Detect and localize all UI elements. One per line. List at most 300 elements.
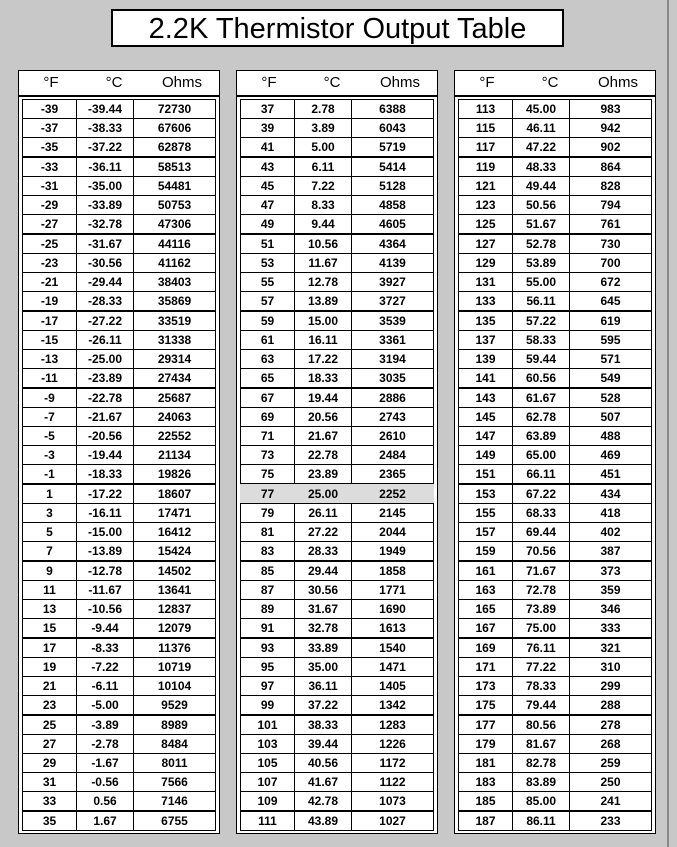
fahrenheit-cell: 83 xyxy=(240,541,295,561)
ohms-cell: 1122 xyxy=(351,772,434,792)
ohms-cell: 8484 xyxy=(133,734,216,754)
celsius-cell: 50.56 xyxy=(512,195,570,215)
fahrenheit-cell: 171 xyxy=(458,657,513,677)
table-row xyxy=(458,349,652,368)
thermistor-table-2 xyxy=(236,70,438,834)
header-fahrenheit: °F xyxy=(261,74,277,91)
celsius-cell: 82.78 xyxy=(512,753,570,773)
table-body xyxy=(19,97,219,833)
celsius-cell: 45.00 xyxy=(512,99,570,119)
table-row xyxy=(22,195,216,214)
ohms-cell: 10719 xyxy=(133,657,216,677)
table-row xyxy=(458,791,652,810)
fahrenheit-cell: 71 xyxy=(240,426,295,446)
table-row xyxy=(22,638,216,657)
ohms-cell: 8011 xyxy=(133,753,216,773)
fahrenheit-cell: 13 xyxy=(22,599,77,619)
table-row xyxy=(240,253,434,272)
ohms-cell: 1771 xyxy=(351,580,434,600)
header-celsius: °C xyxy=(541,74,559,91)
ohms-cell: 2743 xyxy=(351,407,434,427)
table-row xyxy=(240,676,434,695)
fahrenheit-cell: 81 xyxy=(240,522,295,542)
fahrenheit-cell: 31 xyxy=(22,772,77,792)
table-row xyxy=(458,695,652,714)
ohms-cell: 38403 xyxy=(133,272,216,292)
fahrenheit-cell: 15 xyxy=(22,618,77,638)
ohms-cell: 5128 xyxy=(351,176,434,196)
table-row xyxy=(22,541,216,560)
celsius-cell: 77.22 xyxy=(512,657,570,677)
celsius-cell: 33.89 xyxy=(294,638,352,658)
ohms-cell: 268 xyxy=(569,734,652,754)
ohms-cell: 451 xyxy=(569,464,652,484)
celsius-cell: -37.22 xyxy=(76,137,134,157)
ohms-cell: 5719 xyxy=(351,137,434,157)
table-row xyxy=(22,272,216,291)
celsius-cell: 51.67 xyxy=(512,214,570,234)
ohms-cell: 310 xyxy=(569,657,652,677)
celsius-cell: 73.89 xyxy=(512,599,570,619)
fahrenheit-cell: 101 xyxy=(240,715,295,735)
table-row xyxy=(22,291,216,310)
celsius-cell: 29.44 xyxy=(294,561,352,581)
fahrenheit-cell: -27 xyxy=(22,214,77,234)
table-row xyxy=(458,214,652,233)
fahrenheit-cell: 65 xyxy=(240,368,295,388)
fahrenheit-cell: 1 xyxy=(22,484,77,504)
fahrenheit-cell: -29 xyxy=(22,195,77,215)
table-row xyxy=(458,715,652,734)
ohms-cell: 700 xyxy=(569,253,652,273)
celsius-cell: -17.22 xyxy=(76,484,134,504)
ohms-cell: 761 xyxy=(569,214,652,234)
ohms-cell: 14502 xyxy=(133,561,216,581)
celsius-cell: -27.22 xyxy=(76,311,134,331)
fahrenheit-cell: 33 xyxy=(22,791,77,811)
fahrenheit-cell: 173 xyxy=(458,676,513,696)
fahrenheit-cell: -33 xyxy=(22,157,77,177)
ohms-cell: 1613 xyxy=(351,618,434,638)
table-row xyxy=(240,176,434,195)
ohms-cell: 21134 xyxy=(133,445,216,465)
table-header xyxy=(19,71,219,97)
fahrenheit-cell: -11 xyxy=(22,368,77,388)
ohms-cell: 9529 xyxy=(133,695,216,715)
ohms-cell: 1342 xyxy=(351,695,434,715)
table-row xyxy=(22,407,216,426)
fahrenheit-cell: 159 xyxy=(458,541,513,561)
ohms-cell: 672 xyxy=(569,272,652,292)
fahrenheit-cell: 151 xyxy=(458,464,513,484)
table-row xyxy=(240,715,434,734)
fahrenheit-cell: 87 xyxy=(240,580,295,600)
fahrenheit-cell: 155 xyxy=(458,503,513,523)
celsius-cell: 79.44 xyxy=(512,695,570,715)
table-row xyxy=(240,291,434,310)
ohms-cell: 2252 xyxy=(351,484,434,504)
fahrenheit-cell: 61 xyxy=(240,330,295,350)
celsius-cell: -31.67 xyxy=(76,234,134,254)
table-row xyxy=(22,426,216,445)
celsius-cell: 58.33 xyxy=(512,330,570,350)
celsius-cell: -32.78 xyxy=(76,214,134,234)
fahrenheit-cell: 21 xyxy=(22,676,77,696)
celsius-cell: 13.89 xyxy=(294,291,352,311)
ohms-cell: 942 xyxy=(569,118,652,138)
celsius-cell: 20.56 xyxy=(294,407,352,427)
fahrenheit-cell: 7 xyxy=(22,541,77,561)
ohms-cell: 25687 xyxy=(133,388,216,408)
table-row xyxy=(240,445,434,464)
ohms-cell: 333 xyxy=(569,618,652,638)
ohms-cell: 288 xyxy=(569,695,652,715)
celsius-cell: 57.22 xyxy=(512,311,570,331)
ohms-cell: 250 xyxy=(569,772,652,792)
ohms-cell: 6043 xyxy=(351,118,434,138)
fahrenheit-cell: 115 xyxy=(458,118,513,138)
fahrenheit-cell: 77 xyxy=(240,484,295,504)
table-row xyxy=(240,753,434,772)
fahrenheit-cell: -9 xyxy=(22,388,77,408)
table-row xyxy=(240,657,434,676)
celsius-cell: 1.67 xyxy=(76,811,134,831)
ohms-cell: 4605 xyxy=(351,214,434,234)
fahrenheit-cell: 99 xyxy=(240,695,295,715)
fahrenheit-cell: 41 xyxy=(240,137,295,157)
celsius-cell: 86.11 xyxy=(512,811,570,831)
ohms-cell: 983 xyxy=(569,99,652,119)
fahrenheit-cell: 51 xyxy=(240,234,295,254)
header-ohms: Ohms xyxy=(161,74,202,91)
celsius-cell: 6.11 xyxy=(294,157,352,177)
ohms-cell: 507 xyxy=(569,407,652,427)
table-row xyxy=(22,734,216,753)
table-row xyxy=(458,272,652,291)
celsius-cell: -30.56 xyxy=(76,253,134,273)
fahrenheit-cell: 163 xyxy=(458,580,513,600)
ohms-cell: 1858 xyxy=(351,561,434,581)
table-row xyxy=(22,253,216,272)
fahrenheit-cell: -5 xyxy=(22,426,77,446)
ohms-cell: 864 xyxy=(569,157,652,177)
ohms-cell: 2610 xyxy=(351,426,434,446)
ohms-cell: 8989 xyxy=(133,715,216,735)
ohms-cell: 1540 xyxy=(351,638,434,658)
celsius-cell: -22.78 xyxy=(76,388,134,408)
table-row xyxy=(240,522,434,541)
fahrenheit-cell: 177 xyxy=(458,715,513,735)
fahrenheit-cell: 45 xyxy=(240,176,295,196)
table-row xyxy=(240,599,434,618)
ohms-cell: 902 xyxy=(569,137,652,157)
celsius-cell: -38.33 xyxy=(76,118,134,138)
ohms-cell: 11376 xyxy=(133,638,216,658)
table-row xyxy=(240,349,434,368)
header-ohms: Ohms xyxy=(379,74,420,91)
table-row xyxy=(240,272,434,291)
table-row xyxy=(240,503,434,522)
ohms-cell: 18607 xyxy=(133,484,216,504)
table-row xyxy=(458,137,652,156)
celsius-cell: -39.44 xyxy=(76,99,134,119)
table-row xyxy=(240,811,434,830)
fahrenheit-cell: 117 xyxy=(458,137,513,157)
ohms-cell: 619 xyxy=(569,311,652,331)
celsius-cell: 21.67 xyxy=(294,426,352,446)
table-row xyxy=(240,157,434,176)
ohms-cell: 72730 xyxy=(133,99,216,119)
celsius-cell: 32.78 xyxy=(294,618,352,638)
ohms-cell: 12079 xyxy=(133,618,216,638)
ohms-cell: 645 xyxy=(569,291,652,311)
fahrenheit-cell: 125 xyxy=(458,214,513,234)
ohms-cell: 1283 xyxy=(351,715,434,735)
table-row xyxy=(458,618,652,637)
ohms-cell: 5414 xyxy=(351,157,434,177)
fahrenheit-cell: 165 xyxy=(458,599,513,619)
table-row xyxy=(240,195,434,214)
table-row xyxy=(22,695,216,714)
ohms-cell: 17471 xyxy=(133,503,216,523)
ohms-cell: 1949 xyxy=(351,541,434,561)
celsius-cell: 25.00 xyxy=(294,484,352,504)
table-row xyxy=(458,522,652,541)
celsius-cell: -29.44 xyxy=(76,272,134,292)
ohms-cell: 3194 xyxy=(351,349,434,369)
fahrenheit-cell: 137 xyxy=(458,330,513,350)
celsius-cell: 53.89 xyxy=(512,253,570,273)
fahrenheit-cell: 67 xyxy=(240,388,295,408)
celsius-cell: 0.56 xyxy=(76,791,134,811)
fahrenheit-cell: 69 xyxy=(240,407,295,427)
fahrenheit-cell: 73 xyxy=(240,445,295,465)
ohms-cell: 2484 xyxy=(351,445,434,465)
table-row xyxy=(22,811,216,830)
fahrenheit-cell: 11 xyxy=(22,580,77,600)
header-celsius: °C xyxy=(323,74,341,91)
celsius-cell: 46.11 xyxy=(512,118,570,138)
table-row xyxy=(458,638,652,657)
celsius-cell: 10.56 xyxy=(294,234,352,254)
table-row xyxy=(240,214,434,233)
celsius-cell: 71.67 xyxy=(512,561,570,581)
table-header xyxy=(455,71,655,97)
table-row xyxy=(22,503,216,522)
fahrenheit-cell: 5 xyxy=(22,522,77,542)
celsius-cell: 47.22 xyxy=(512,137,570,157)
ohms-cell: 2145 xyxy=(351,503,434,523)
fahrenheit-cell: -19 xyxy=(22,291,77,311)
fahrenheit-cell: -37 xyxy=(22,118,77,138)
celsius-cell: 63.89 xyxy=(512,426,570,446)
table-row xyxy=(458,99,652,118)
fahrenheit-cell: 47 xyxy=(240,195,295,215)
table-row xyxy=(240,407,434,426)
table-row xyxy=(240,118,434,137)
table-row xyxy=(458,734,652,753)
table-row xyxy=(22,234,216,253)
celsius-cell: -18.33 xyxy=(76,464,134,484)
ohms-cell: 434 xyxy=(569,484,652,504)
ohms-cell: 730 xyxy=(569,234,652,254)
table-row xyxy=(240,234,434,253)
celsius-cell: -16.11 xyxy=(76,503,134,523)
table-body xyxy=(455,97,655,833)
table-row xyxy=(22,176,216,195)
ohms-cell: 12837 xyxy=(133,599,216,619)
table-row xyxy=(458,445,652,464)
ohms-cell: 241 xyxy=(569,791,652,811)
celsius-cell: -25.00 xyxy=(76,349,134,369)
ohms-cell: 528 xyxy=(569,388,652,408)
fahrenheit-cell: 79 xyxy=(240,503,295,523)
ohms-cell: 2044 xyxy=(351,522,434,542)
celsius-cell: 27.22 xyxy=(294,522,352,542)
table-row xyxy=(240,426,434,445)
table-row xyxy=(458,368,652,387)
celsius-cell: -5.00 xyxy=(76,695,134,715)
celsius-cell: 37.22 xyxy=(294,695,352,715)
table-row xyxy=(22,445,216,464)
ohms-cell: 33519 xyxy=(133,311,216,331)
celsius-cell: 72.78 xyxy=(512,580,570,600)
table-row xyxy=(22,330,216,349)
ohms-cell: 15424 xyxy=(133,541,216,561)
table-row xyxy=(22,368,216,387)
celsius-cell: -0.56 xyxy=(76,772,134,792)
celsius-cell: -2.78 xyxy=(76,734,134,754)
celsius-cell: 69.44 xyxy=(512,522,570,542)
table-row xyxy=(240,618,434,637)
celsius-cell: 15.00 xyxy=(294,311,352,331)
ohms-cell: 27434 xyxy=(133,368,216,388)
fahrenheit-cell: 181 xyxy=(458,753,513,773)
fahrenheit-cell: 91 xyxy=(240,618,295,638)
celsius-cell: 52.78 xyxy=(512,234,570,254)
celsius-cell: 28.33 xyxy=(294,541,352,561)
ohms-cell: 3927 xyxy=(351,272,434,292)
table-row xyxy=(458,484,652,503)
fahrenheit-cell: -1 xyxy=(22,464,77,484)
table-row xyxy=(22,676,216,695)
celsius-cell: -9.44 xyxy=(76,618,134,638)
celsius-cell: -28.33 xyxy=(76,291,134,311)
celsius-cell: -23.89 xyxy=(76,368,134,388)
fahrenheit-cell: 9 xyxy=(22,561,77,581)
table-row xyxy=(22,522,216,541)
ohms-cell: 7566 xyxy=(133,772,216,792)
table-row xyxy=(240,772,434,791)
table-row xyxy=(22,618,216,637)
fahrenheit-cell: 127 xyxy=(458,234,513,254)
fahrenheit-cell: 107 xyxy=(240,772,295,792)
fahrenheit-cell: 179 xyxy=(458,734,513,754)
celsius-cell: 11.67 xyxy=(294,253,352,273)
ohms-cell: 44116 xyxy=(133,234,216,254)
table-row xyxy=(22,753,216,772)
fahrenheit-cell: -13 xyxy=(22,349,77,369)
ohms-cell: 62878 xyxy=(133,137,216,157)
table-row xyxy=(240,695,434,714)
table-row xyxy=(22,561,216,580)
celsius-cell: 39.44 xyxy=(294,734,352,754)
table-row xyxy=(458,407,652,426)
page-title: 2.2K Thermistor Output Table xyxy=(111,9,564,47)
fahrenheit-cell: 169 xyxy=(458,638,513,658)
celsius-cell: -21.67 xyxy=(76,407,134,427)
ohms-cell: 35869 xyxy=(133,291,216,311)
table-row xyxy=(458,580,652,599)
ohms-cell: 828 xyxy=(569,176,652,196)
fahrenheit-cell: -39 xyxy=(22,99,77,119)
table-row xyxy=(22,580,216,599)
ohms-cell: 1471 xyxy=(351,657,434,677)
ohms-cell: 259 xyxy=(569,753,652,773)
celsius-cell: 81.67 xyxy=(512,734,570,754)
ohms-cell: 67606 xyxy=(133,118,216,138)
table-header xyxy=(237,71,437,97)
table-row xyxy=(22,311,216,330)
celsius-cell: 42.78 xyxy=(294,791,352,811)
celsius-cell: 61.67 xyxy=(512,388,570,408)
fahrenheit-cell: -25 xyxy=(22,234,77,254)
table-row xyxy=(240,311,434,330)
fahrenheit-cell: 153 xyxy=(458,484,513,504)
celsius-cell: 43.89 xyxy=(294,811,352,831)
celsius-cell: -36.11 xyxy=(76,157,134,177)
fahrenheit-cell: 121 xyxy=(458,176,513,196)
ohms-cell: 488 xyxy=(569,426,652,446)
table-body xyxy=(237,97,437,833)
table-row xyxy=(22,715,216,734)
table-row xyxy=(458,426,652,445)
celsius-cell: 75.00 xyxy=(512,618,570,638)
celsius-cell: -7.22 xyxy=(76,657,134,677)
celsius-cell: 83.89 xyxy=(512,772,570,792)
celsius-cell: 66.11 xyxy=(512,464,570,484)
table-row xyxy=(458,676,652,695)
fahrenheit-cell: 3 xyxy=(22,503,77,523)
table-row xyxy=(240,561,434,580)
fahrenheit-cell: 141 xyxy=(458,368,513,388)
table-row xyxy=(458,311,652,330)
table-row xyxy=(240,330,434,349)
fahrenheit-cell: 185 xyxy=(458,791,513,811)
ohms-cell: 346 xyxy=(569,599,652,619)
fahrenheit-cell: 89 xyxy=(240,599,295,619)
fahrenheit-cell: 123 xyxy=(458,195,513,215)
celsius-cell: 8.33 xyxy=(294,195,352,215)
fahrenheit-cell: 97 xyxy=(240,676,295,696)
celsius-cell: 17.22 xyxy=(294,349,352,369)
celsius-cell: -13.89 xyxy=(76,541,134,561)
fahrenheit-cell: 113 xyxy=(458,99,513,119)
table-row xyxy=(240,638,434,657)
fahrenheit-cell: 25 xyxy=(22,715,77,735)
table-row xyxy=(240,368,434,387)
table-row xyxy=(22,791,216,810)
celsius-cell: -19.44 xyxy=(76,445,134,465)
celsius-cell: 59.44 xyxy=(512,349,570,369)
ohms-cell: 321 xyxy=(569,638,652,658)
fahrenheit-cell: 133 xyxy=(458,291,513,311)
ohms-cell: 3035 xyxy=(351,368,434,388)
celsius-cell: -1.67 xyxy=(76,753,134,773)
table-row xyxy=(458,772,652,791)
ohms-cell: 3727 xyxy=(351,291,434,311)
ohms-cell: 387 xyxy=(569,541,652,561)
